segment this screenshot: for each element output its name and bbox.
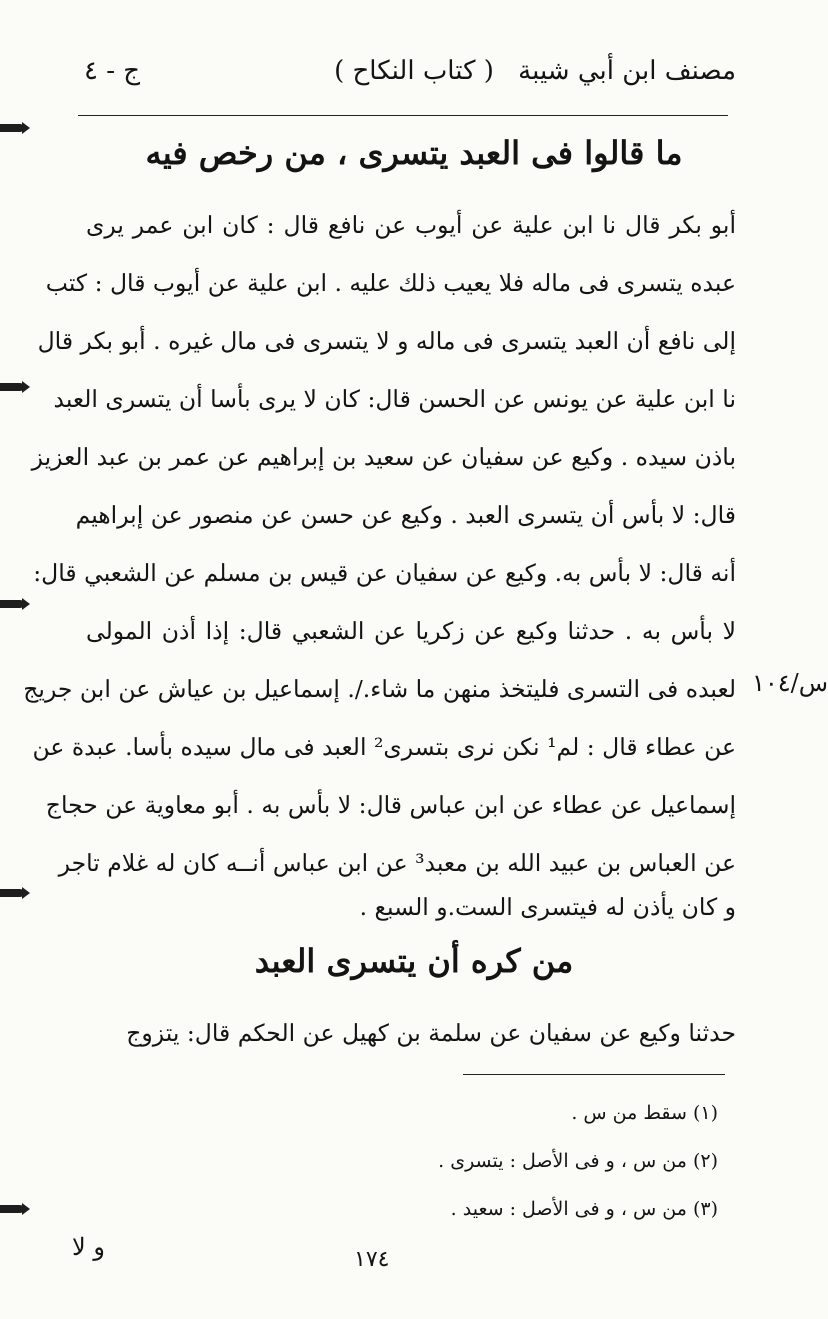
text-line: إلى نافع أن العبد يتسرى فى ماله و لا يتسرى فى مال غيره . أبو بكر قال	[37, 327, 736, 355]
text-line: نا ابن علية عن يونس عن الحسن قال: كان لا يرى بأسا أن يتسرى العبد	[53, 385, 736, 413]
text-line: أبو بكر قال نا ابن علية عن أيوب عن نافع قال : كان ابن عمر يرى	[86, 211, 736, 239]
text-line: عن العباس بن عبيد الله بن معبد³ عن ابن عباس أنــه كان له غلام تاجر	[58, 849, 736, 877]
text-line: لا بأس به . حدثنا وكيع عن زكريا عن الشعبي قال: إذا أذن المولى	[86, 617, 736, 645]
edge-tab-marker	[0, 1205, 24, 1213]
text-line: لعبده فى التسرى فليتخذ منهن ما شاء./. إسماعيل بن عياش عن ابن جريج	[23, 675, 736, 703]
header-rule	[78, 115, 728, 116]
text-line: حدثنا وكيع عن سفيان عن سلمة بن كهيل عن الحكم قال: يتزوج	[126, 1019, 736, 1047]
footnote-rule	[463, 1074, 725, 1075]
footnote: (٣) من س ، و فى الأصل : سعيد .	[450, 1198, 718, 1220]
running-title: ( كتاب النكاح )	[334, 56, 494, 86]
edge-tab-marker	[0, 600, 24, 608]
edge-tab-marker	[0, 124, 24, 132]
text-line: قال: لا بأس أن يتسرى العبد . وكيع عن حسن عن منصور عن إبراهيم	[75, 501, 736, 529]
text-line: و كان يأذن له فيتسرى الست.و السبع .	[359, 893, 736, 921]
margin-reference: س/١٠٤	[751, 669, 828, 697]
edge-tab-marker	[0, 383, 24, 391]
text-line: باذن سيده . وكيع عن سفيان عن سعيد بن إبراهيم عن عمر بن عبد العزيز	[31, 443, 736, 471]
catchword: و لا	[72, 1233, 105, 1261]
text-line: أنه قال: لا بأس به. وكيع عن سفيان عن قيس بن مسلم عن الشعبي قال:	[33, 559, 736, 587]
edge-tab-marker	[0, 889, 24, 897]
text-line: عبده يتسرى فى ماله فلا يعيب ذلك عليه . ابن علية عن أيوب قال : كتب	[45, 269, 736, 297]
page-number: ١٧٤	[354, 1247, 390, 1272]
book-title: مصنف ابن أبي شيبة	[518, 56, 736, 86]
text-line: إسماعيل عن عطاء عن ابن عباس قال: لا بأس به . أبو معاوية عن حجاج	[45, 791, 736, 819]
text-line: عن عطاء قال : لم¹ نكن نرى بتسرى² العبد فى مال سيده بأسا. عبدة عن	[32, 733, 736, 761]
section-heading: ما قالوا فى العبد يتسرى ، من رخص فيه	[145, 134, 683, 172]
section-heading-2: من كره أن يتسرى العبد	[254, 942, 574, 980]
volume-number: ج - ٤	[84, 56, 141, 86]
footnote: (٢) من س ، و فى الأصل : يتسرى .	[438, 1150, 718, 1172]
footnote: (١) سقط من س .	[571, 1102, 718, 1124]
